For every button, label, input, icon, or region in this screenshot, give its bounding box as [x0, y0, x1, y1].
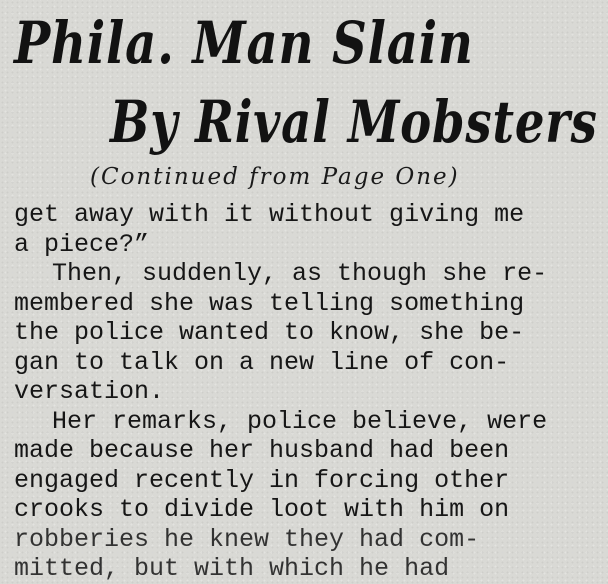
article-line: mitted, but with which he had	[14, 554, 450, 583]
article-line: the police wanted to know, she be-	[14, 318, 525, 347]
article-line: robberies he knew they had com-	[14, 524, 480, 554]
article-line: versation.	[14, 377, 165, 406]
article-line: crooks to divide loot with him on	[14, 495, 510, 524]
article-line: made because her husband had been	[14, 436, 510, 465]
continued-from-label: (Continued from Page One)	[90, 164, 460, 190]
headline-line-2: By Rival Mobsters	[110, 88, 598, 156]
article-line: Then, suddenly, as though she re-	[52, 259, 548, 288]
article-line: gan to talk on a new line of con-	[14, 347, 510, 377]
article-line: membered she was telling something	[14, 288, 525, 318]
article-line: engaged recently in forcing other	[14, 465, 510, 495]
article-line: get away with it without giving me	[14, 200, 525, 229]
headline-line-1: Phila. Man Slain	[14, 9, 474, 77]
article-body	[14, 200, 598, 584]
article-line: a piece?”	[14, 229, 150, 259]
article-line: Her remarks, police believe, were	[52, 406, 548, 436]
